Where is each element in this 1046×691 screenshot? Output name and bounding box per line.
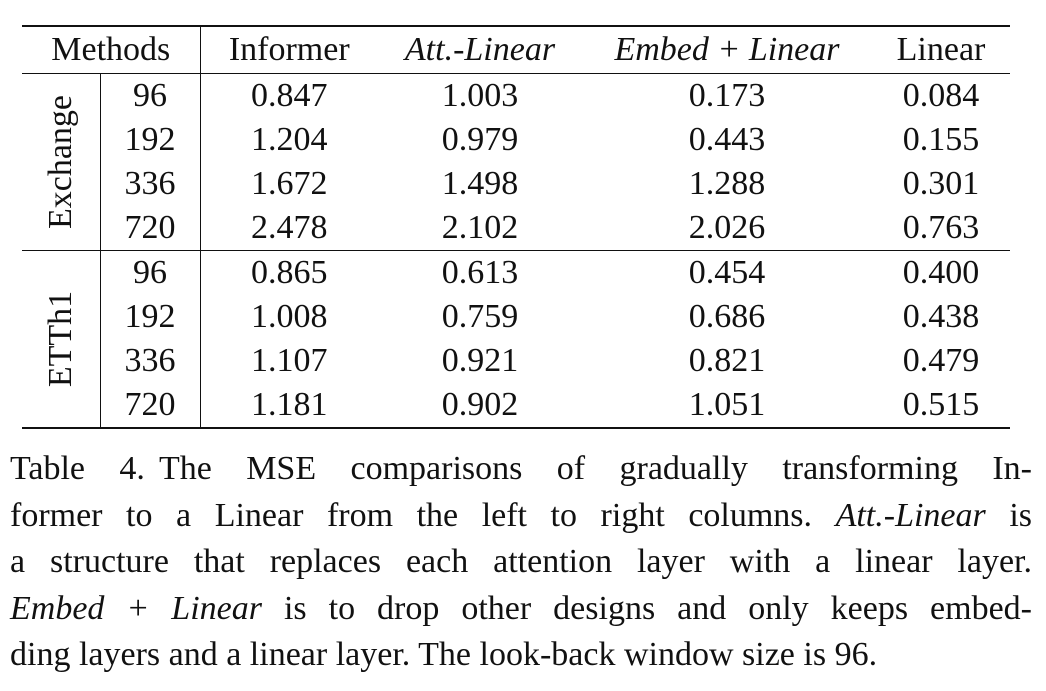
cell-att-linear: 2.102 — [441, 209, 519, 246]
results-table-container — [22, 25, 1010, 429]
cell-embed-linear: 0.686 — [688, 298, 766, 335]
group-exchange — [22, 74, 1010, 251]
table-row — [22, 118, 1010, 162]
cell-linear: 0.438 — [902, 298, 980, 335]
cell-embed-linear: 0.821 — [688, 342, 766, 379]
cell-informer: 1.672 — [251, 165, 328, 202]
cell-informer: 0.847 — [251, 77, 328, 114]
cell-embed-linear: 1.288 — [688, 165, 766, 202]
cell-embed-linear: 0.454 — [688, 254, 766, 291]
header-att-linear: Att.-Linear — [404, 31, 556, 68]
cell-informer: 1.107 — [251, 342, 328, 379]
cell-informer: 1.204 — [251, 121, 328, 158]
header-informer: Informer — [228, 31, 350, 68]
caption-label: Table 4. — [10, 450, 145, 487]
table-row — [22, 339, 1010, 383]
group-label-cell — [22, 74, 100, 251]
header-methods: Methods — [22, 26, 200, 74]
cell-horizon: 192 — [100, 118, 200, 162]
cell-horizon: 336 — [100, 339, 200, 383]
cell-informer: 0.865 — [251, 254, 328, 291]
caption-line — [10, 539, 1032, 586]
cell-informer: 1.181 — [251, 386, 328, 423]
cell-horizon: 720 — [100, 206, 200, 251]
cell-horizon: 720 — [100, 383, 200, 428]
cell-horizon: 96 — [100, 251, 200, 296]
cell-embed-linear: 2.026 — [688, 209, 766, 246]
caption-text: ding layers and a linear layer. The look-back window size is 96. — [10, 636, 878, 673]
caption-text: former to a Linear from the left to right columns. — [10, 496, 836, 534]
cell-linear: 0.763 — [902, 209, 980, 246]
cell-linear: 0.515 — [902, 386, 980, 423]
caption-line — [10, 493, 1032, 540]
group-label-cell — [22, 251, 100, 429]
table-row — [22, 206, 1010, 251]
table-row — [22, 162, 1010, 206]
cell-att-linear: 0.902 — [441, 386, 519, 423]
cell-embed-linear: 0.443 — [688, 121, 766, 158]
header-linear: Linear — [896, 31, 986, 68]
cell-informer: 1.008 — [251, 298, 328, 335]
group-etth1 — [22, 251, 1010, 429]
table-header-row — [22, 26, 1010, 74]
cell-att-linear: 1.003 — [441, 77, 519, 114]
caption-text: a structure that replaces each attention layer with a linear layer. — [10, 543, 1032, 580]
table-caption — [10, 446, 1032, 679]
cell-linear: 0.301 — [902, 165, 980, 202]
cell-att-linear: 0.613 — [441, 254, 519, 291]
cell-linear: 0.155 — [902, 121, 980, 158]
cell-linear: 0.479 — [902, 342, 980, 379]
table-row — [22, 295, 1010, 339]
cell-att-linear: 0.759 — [441, 298, 519, 335]
cell-att-linear: 1.498 — [441, 165, 519, 202]
table-row — [22, 251, 1010, 296]
caption-text: Embed + Linear — [10, 589, 262, 627]
caption-text: The MSE comparisons of gradually transforming In- — [158, 450, 1032, 487]
cell-att-linear: 0.979 — [441, 121, 519, 158]
group-label: Exchange — [41, 94, 79, 230]
caption-line — [10, 446, 1032, 493]
group-label: ETTh1 — [41, 290, 79, 388]
cell-horizon: 336 — [100, 162, 200, 206]
caption-text: is — [985, 496, 1032, 534]
table-row — [22, 383, 1010, 428]
caption-line — [10, 586, 1032, 633]
cell-linear: 0.400 — [902, 254, 980, 291]
cell-linear: 0.084 — [902, 77, 980, 114]
table-row — [22, 74, 1010, 119]
cell-horizon: 96 — [100, 74, 200, 119]
cell-embed-linear: 1.051 — [688, 386, 766, 423]
cell-horizon: 192 — [100, 295, 200, 339]
cell-informer: 2.478 — [251, 209, 328, 246]
header-embed-linear: Embed + Linear — [614, 31, 840, 68]
caption-line — [10, 632, 1032, 679]
caption-text: Att.-Linear — [835, 496, 986, 534]
cell-embed-linear: 0.173 — [688, 77, 766, 114]
cell-att-linear: 0.921 — [441, 342, 519, 379]
caption-text: is to drop other designs and only keeps embed- — [262, 589, 1032, 627]
results-table — [22, 25, 1010, 429]
